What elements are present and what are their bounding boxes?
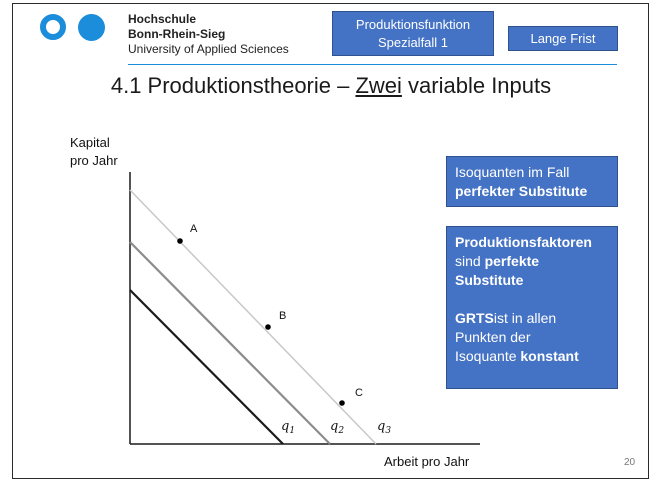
info-box2-text1: sind <box>455 253 485 269</box>
info-box2-line5: Punkten der <box>455 329 531 345</box>
info-box2-gap <box>455 290 609 309</box>
info-box1-line2 <box>455 182 609 201</box>
title-suffix: variable Inputs <box>401 73 552 98</box>
topic-box-line2: Spezialfall 1 <box>377 35 449 50</box>
university-line1: Hochschule <box>128 12 197 26</box>
point-c-marker <box>339 400 345 406</box>
point-a-marker <box>177 238 183 244</box>
isoquant-q1-label: $q_1$ <box>281 419 296 436</box>
isoquant-q1 <box>130 290 283 444</box>
info-box2-text2: ist in allen <box>493 310 557 326</box>
info-box2-text3: Isoquante <box>455 348 521 364</box>
info-box2-line4 <box>455 309 609 328</box>
info-box2-bold4: konstant <box>520 348 579 364</box>
point-c-label: C <box>355 387 363 399</box>
info-box2-bold2: perfekte <box>484 253 540 269</box>
info-box2-line1 <box>455 233 609 252</box>
page-number: 20 <box>624 457 636 468</box>
university-line3: University of Applied Sciences <box>128 42 289 56</box>
info-box2-line2 <box>455 252 609 271</box>
info-box1-line2-bold: perfekter Substitute <box>455 183 588 199</box>
info-box2-bold1: Produktionsfaktoren <box>455 234 592 250</box>
title-underlined: Zwei <box>355 73 402 98</box>
info-box2-line3 <box>455 271 609 290</box>
info-box2-bold3: Substitute <box>455 272 524 288</box>
isoquant-q3 <box>130 190 376 444</box>
title-prefix: 4.1 Produktionstheorie – <box>110 73 356 98</box>
isoquant-q2 <box>130 242 330 444</box>
info-box1-line1: Isoquanten im Fall <box>455 164 570 180</box>
info-box2-grts: GRTS <box>455 310 494 326</box>
y-axis-label-line2: pro Jahr <box>70 153 118 168</box>
isoquant-q3-label: $q_3$ <box>377 419 392 436</box>
point-a-label: A <box>190 223 198 235</box>
info-box-substitutes <box>446 156 618 207</box>
university-line2: Bonn-Rhein-Sieg <box>128 27 226 41</box>
y-axis-label-line1: Kapital <box>70 135 110 150</box>
point-b-label: B <box>279 310 287 322</box>
info-box2-line6 <box>455 347 609 366</box>
isoquant-q2-label: $q_2$ <box>330 419 345 436</box>
point-b-marker <box>265 324 271 330</box>
x-axis-label: Arbeit pro Jahr <box>384 454 470 469</box>
term-box: Lange Frist <box>508 26 618 51</box>
info-box-grts <box>446 226 618 389</box>
topic-box-line1: Produktionsfunktion <box>355 17 471 32</box>
